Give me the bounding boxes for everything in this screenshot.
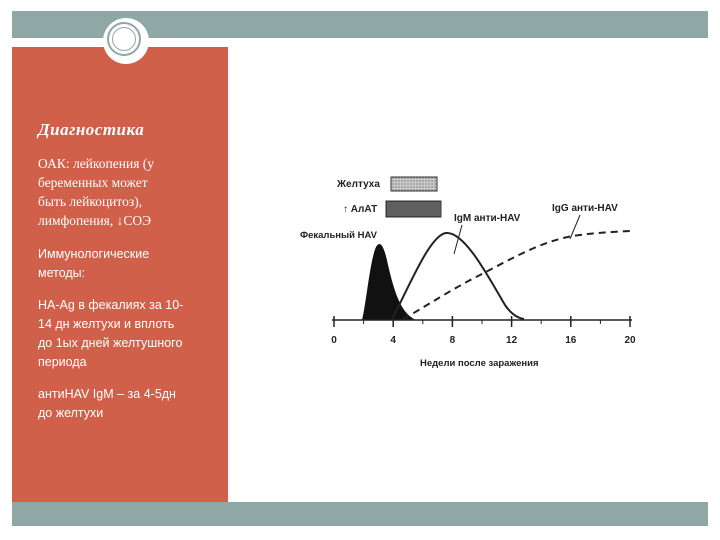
oak-line-4: лимфопения, ↓СОЭ xyxy=(38,213,152,228)
x-axis-tick-label: 8 xyxy=(449,335,456,346)
ring-ornament-icon xyxy=(103,18,149,64)
ha-line-1: НА-Ag в фекалиях за 10- xyxy=(38,298,184,312)
x-axis-tick-label: 16 xyxy=(565,335,577,346)
immuno-line-1: Иммунологические xyxy=(38,247,150,261)
oak-line-3: быть лейкоцитоз), xyxy=(38,194,143,209)
anti-line-2: до желтухи xyxy=(38,406,104,420)
immuno-line-2: методы: xyxy=(38,266,86,280)
x-axis-tick-label: 12 xyxy=(506,335,518,346)
oak-line-1: ОАК: лейкопения (у xyxy=(38,156,155,171)
x-axis-tick-label: 20 xyxy=(624,335,636,346)
x-axis-title: Недели после заражения xyxy=(420,358,539,369)
slide-heading: Диагностика xyxy=(38,120,145,139)
jaundice-bar xyxy=(391,177,437,191)
x-axis-tick-label: 4 xyxy=(390,335,396,346)
oak-paragraph xyxy=(38,154,223,230)
ha-line-2: 14 дн желтухи и вплоть xyxy=(38,317,175,331)
fecal-hav-peak xyxy=(362,244,416,320)
igg-curve xyxy=(403,231,630,319)
immuno-paragraph xyxy=(38,245,223,283)
anti-line-1: антиHAV IgM – за 4-5дн xyxy=(38,387,176,401)
label-igm: IgM анти-HAV xyxy=(454,213,521,224)
bottom-band xyxy=(12,502,708,526)
igm-curve xyxy=(393,233,524,319)
hepatitis-a-timeline-diagram xyxy=(290,165,650,375)
ha-line-3: до 1ых дней желтушного xyxy=(38,336,183,350)
x-axis-tick-label: 0 xyxy=(331,335,337,346)
panel-text xyxy=(38,120,223,436)
label-alt: ↑ АлАТ xyxy=(343,204,378,215)
ha-line-4: периода xyxy=(38,355,87,369)
label-igg: IgG анти-HAV xyxy=(552,203,618,214)
label-fecal-hav: Фекальный HAV xyxy=(300,230,377,241)
anti-hav-paragraph xyxy=(38,385,223,423)
label-jaundice: Желтуха xyxy=(337,179,380,190)
ha-ag-paragraph xyxy=(38,296,223,372)
oak-line-2: беременных может xyxy=(38,175,148,190)
alt-bar xyxy=(386,201,441,217)
